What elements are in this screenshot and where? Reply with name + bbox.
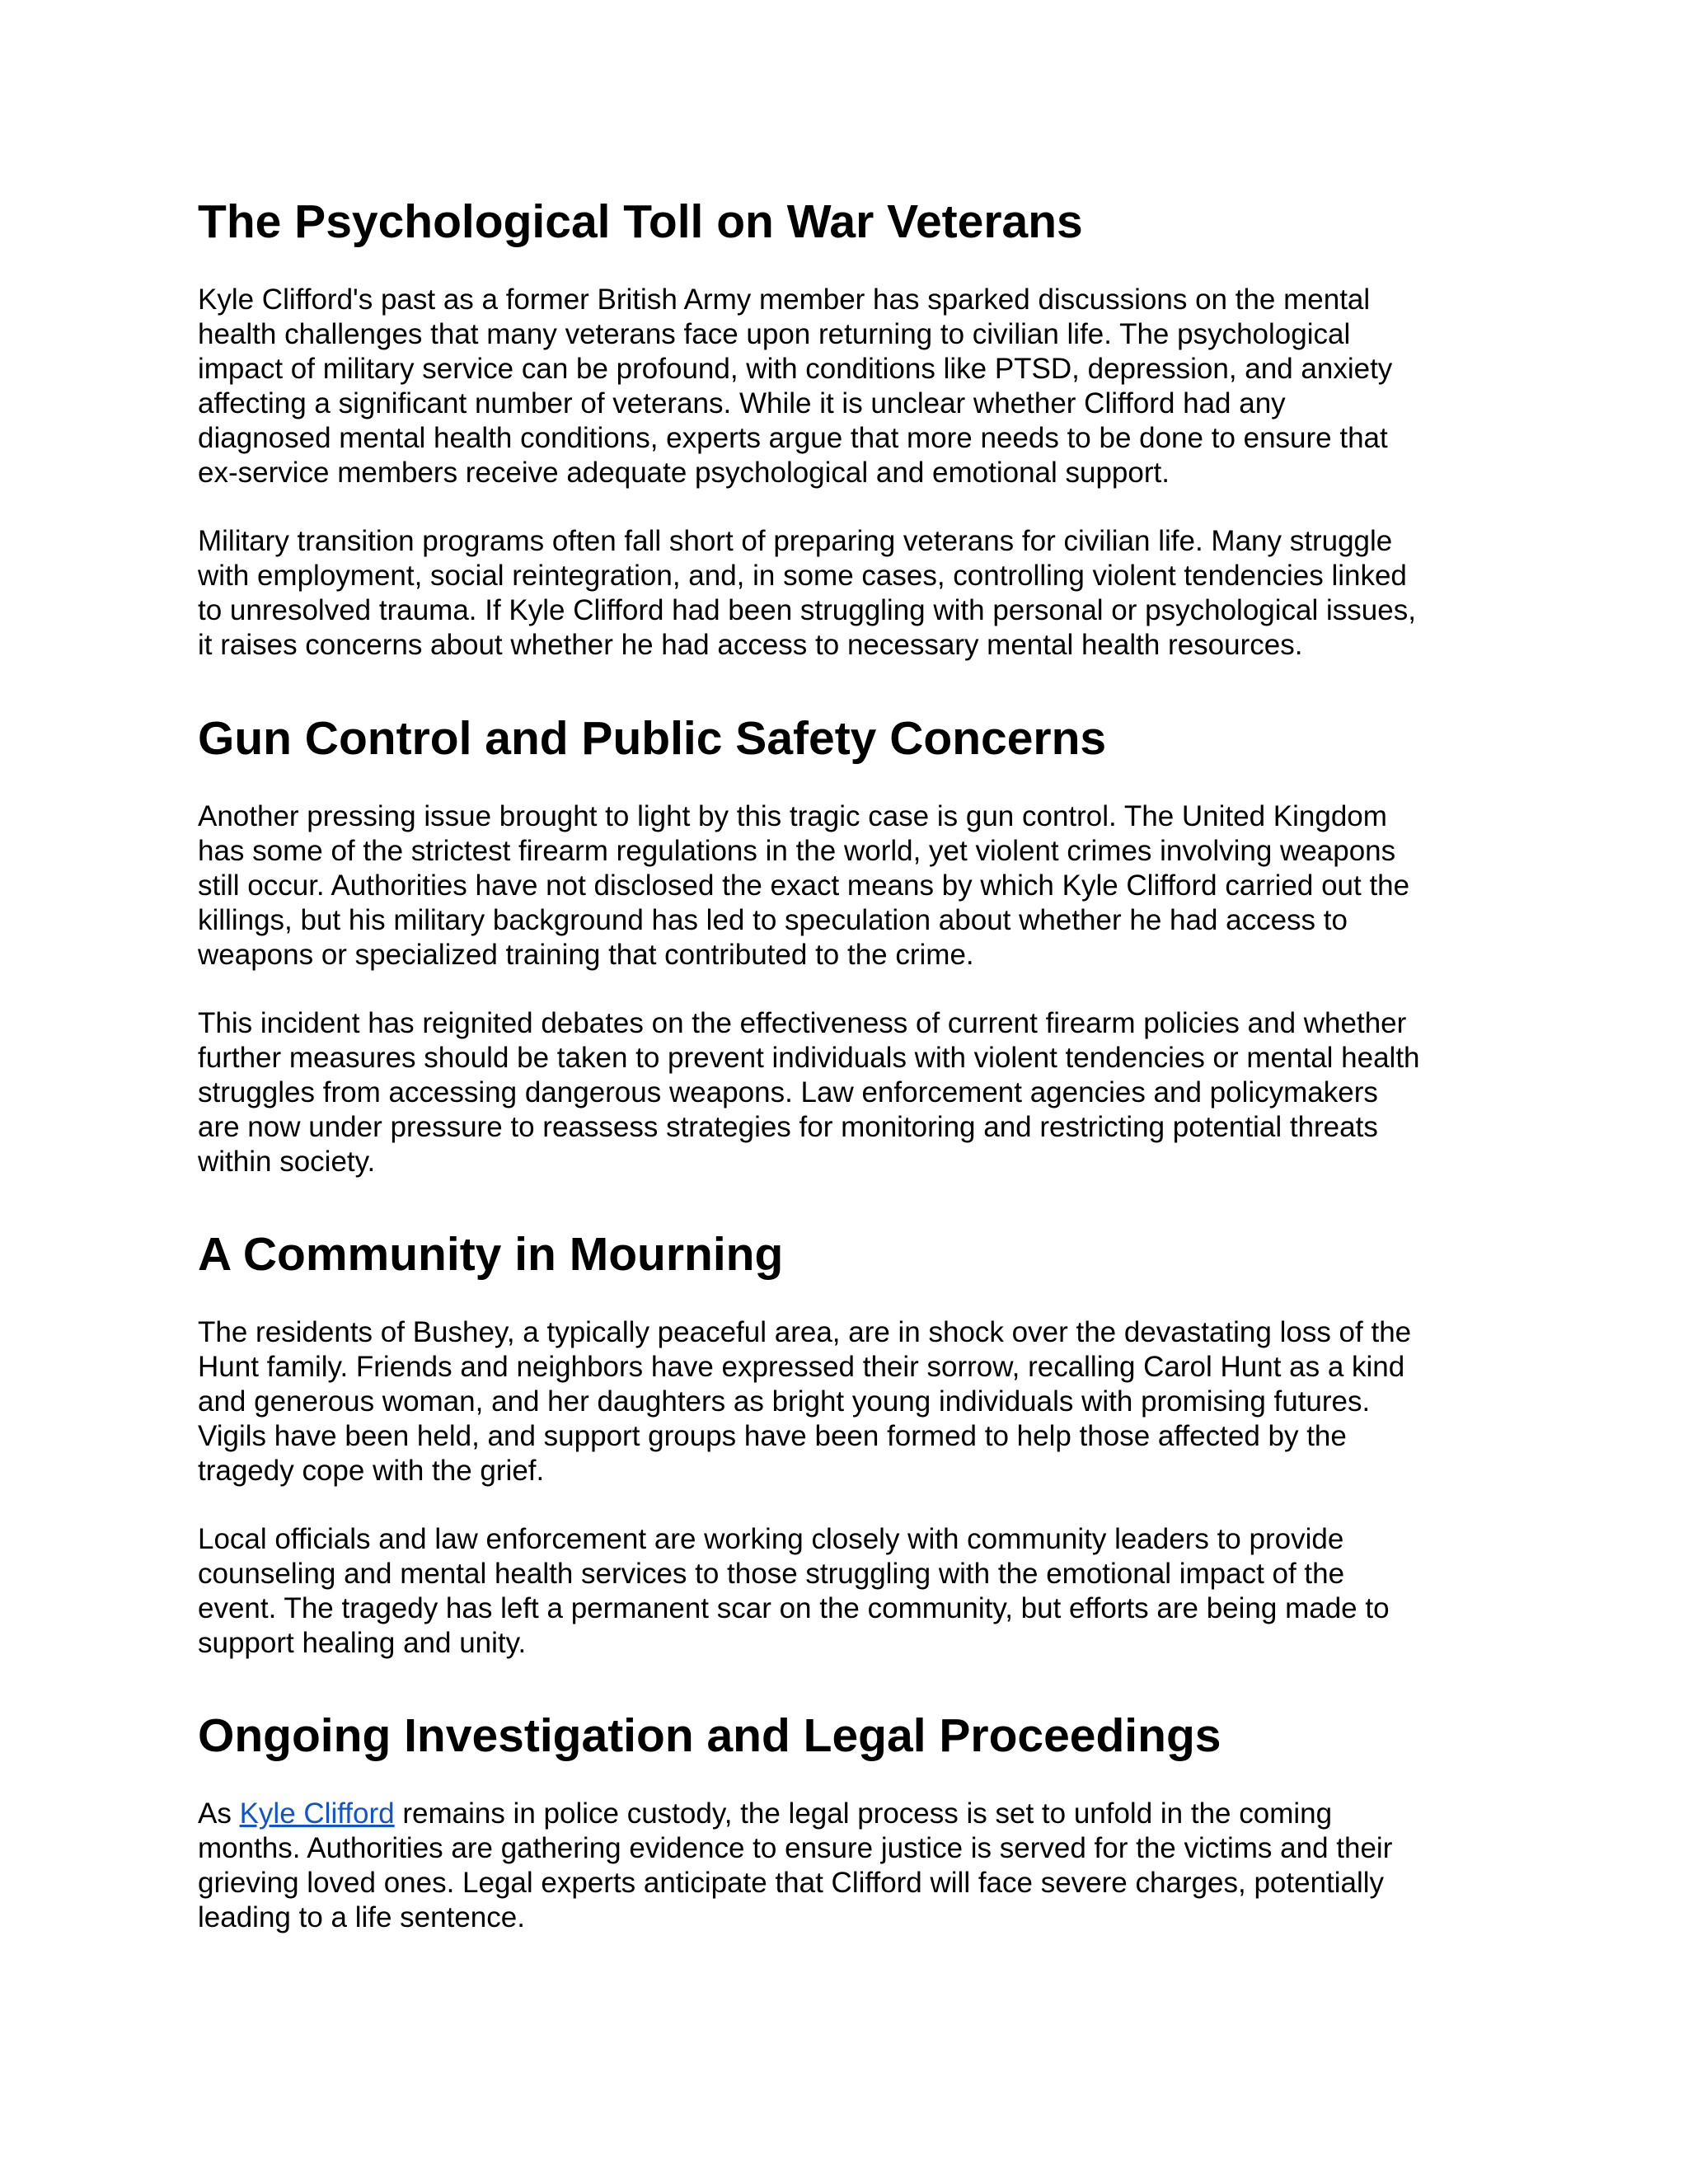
paragraph-text-before-link: As (198, 1797, 240, 1830)
section-heading: Gun Control and Public Safety Concerns (198, 712, 1107, 765)
paragraph-text-after-link: remains in police custody, the legal process is set to unfold in the coming months. Authorities are gathering evidence to ensure justice is served for the victims and their grieving loved ones. Legal experts anticipate that Clifford will face severe charges, potentially leading to a life sentence. (198, 1797, 1393, 1933)
section-community-mourning (198, 1227, 1500, 1282)
paragraph (198, 1522, 1500, 1661)
paragraph-text (198, 1797, 1500, 1935)
paragraph (198, 524, 1500, 663)
paragraph (198, 1797, 1500, 1935)
paragraph-text: Kyle Clifford's past as a former British Army member has sparked discussions on the mental health challenges that many veterans face upon returning to civilian life. The psychological impact of military service can be profound, with conditions like PTSD, depression, and anxiety affecting a significant number of veterans. While it is unclear whether Clifford had any diagnosed mental health conditions, experts argue that more needs to be done to ensure that ex-service members receive adequate psychological and emotional support. (198, 284, 1393, 489)
section-gun-control (198, 711, 1500, 766)
section-heading: The Psychological Toll on War Veterans (198, 195, 1083, 248)
section-heading: Ongoing Investigation and Legal Proceedings (198, 1709, 1221, 1762)
paragraph-text: This incident has reignited debates on the effectiveness of current firearm policies and whether further measures should be taken to prevent individuals with violent tendencies or mental health struggles from accessing dangerous weapons. Law enforcement agencies and policymakers are now under pressure to reassess strategies for monitoring and restricting potential threats within society. (198, 1007, 1420, 1178)
section-heading: A Community in Mourning (198, 1228, 784, 1281)
paragraph-text: Local officials and law enforcement are working closely with community leaders to provide counseling and mental health services to those struggling with the emotional impact of the event. The tragedy has left a permanent scar on the community, but efforts are being made to support healing and unity. (198, 1523, 1390, 1659)
section-psychological-toll (198, 194, 1500, 249)
paragraph-text: Military transition programs often fall short of preparing veterans for civilian life. Many struggle with employment, social reintegration, and, in some cases, controlling violent tendencies linked to unresolved trauma. If Kyle Clifford had been struggling with personal or psychological issues, it raises concerns about whether he had access to necessary mental health resources. (198, 525, 1416, 661)
paragraph (198, 1315, 1500, 1488)
kyle-clifford-link[interactable]: Kyle Clifford (239, 1797, 395, 1830)
paragraph (198, 283, 1500, 490)
section-ongoing-investigation (198, 1708, 1500, 1763)
paragraph (198, 799, 1500, 972)
paragraph (198, 1006, 1500, 1179)
paragraph-text: Another pressing issue brought to light by this tragic case is gun control. The United Kingdom has some of the strictest firearm regulations in the world, yet violent crimes involving weapons still occur. Authorities have not disclosed the exact means by which Kyle Clifford carried out the killings, but his military background has led to speculation about whether he had access to weapons or specialized training that contributed to the crime. (198, 800, 1410, 971)
paragraph-text: The residents of Bushey, a typically peaceful area, are in shock over the devastating loss of the Hunt family. Friends and neighbors have expressed their sorrow, recalling Carol Hunt as a kind and generous woman, and her daughters as bright young individuals with promising futures. Vigils have been held, and support groups have been formed to help those affected by the tragedy cope with the grief. (198, 1316, 1412, 1487)
